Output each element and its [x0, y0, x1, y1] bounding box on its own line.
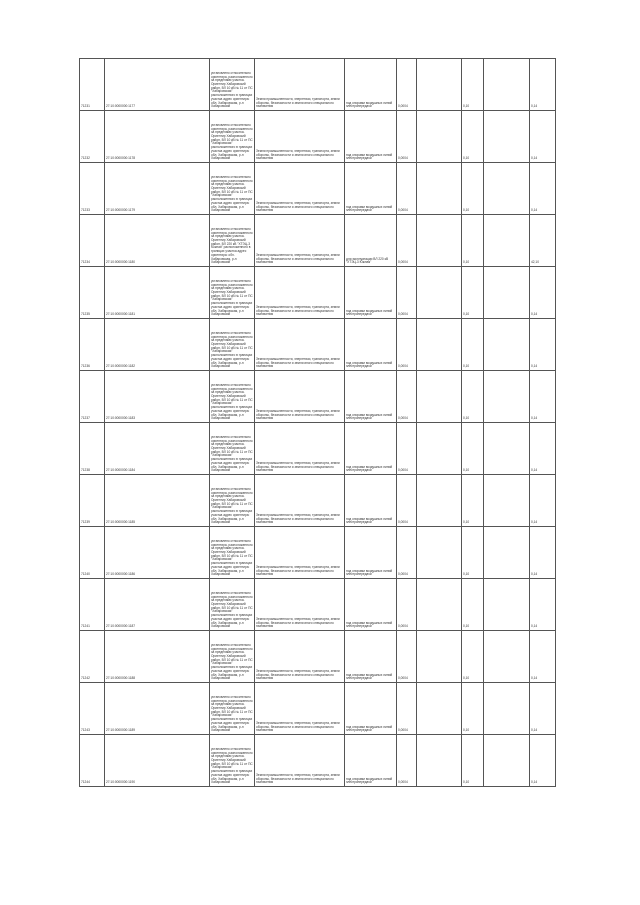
empty-cell — [484, 423, 530, 475]
area-value: 0,0004 — [397, 319, 417, 371]
area-value: 0,0004 — [397, 735, 417, 787]
empty-cell — [484, 267, 530, 319]
land-register-table — [79, 58, 556, 787]
row-id: 71234 — [80, 215, 105, 267]
cadastral-number: 27:10:0000000:1189 — [105, 683, 210, 735]
location-description — [210, 267, 255, 319]
permitted-use: под опорами воздушных линий электропередачи — [345, 735, 397, 787]
land-category: Земли промышленности, энергетики, транспорта, земли обороны, безопасности и земли иного специального назначения — [255, 683, 345, 735]
location-text: установлено относительно ориентира, расположенного за пределами участка. Ориентир Хабаровский район, ВЛ 10 кВ № 11 от ПС "Хабаровская" расположенного в границах участка адрес ориентира: обл. Хабаровская, р-н Хабаровский — [211, 434, 253, 473]
empty-cell — [484, 527, 530, 579]
rate-value: 0,10 — [462, 111, 484, 163]
total-value: 0,14 — [530, 371, 556, 423]
permitted-use: под опорами воздушных линий электропередачи — [345, 111, 397, 163]
empty-cell — [417, 475, 462, 527]
location-text: установлено относительно ориентира, расположенного за пределами участка. Ориентир Хабаровский район, ВЛ 10 кВ № 11 от ПС "Хабаровская" расположенного в границах участка адрес ориентира: обл. Хабаровская, р-н Хабаровский — [211, 642, 253, 681]
permitted-use: для эксплуатации ВЛ 220 кВ "ХТЭЦ-3 Южная" — [345, 215, 397, 267]
area-value: 0,0004 — [397, 59, 417, 111]
rate-value: 0,10 — [462, 683, 484, 735]
permitted-use: под опорами воздушных линий электропередачи — [345, 579, 397, 631]
location-description — [210, 631, 255, 683]
row-id: 71241 — [80, 579, 105, 631]
empty-cell — [484, 683, 530, 735]
location-text: установлено относительно ориентира, расположенного за пределами участка. Ориентир Хабаровский район, ВЛ 10 кВ № 11 от ПС "Хабаровская" расположенного в границах участка адрес ориентира: обл. Хабаровская, р-н Хабаровский — [211, 746, 253, 785]
row-id: 71235 — [80, 267, 105, 319]
location-description — [210, 475, 255, 527]
empty-cell — [417, 319, 462, 371]
rate-value: 0,10 — [462, 735, 484, 787]
row-id: 71231 — [80, 59, 105, 111]
empty-cell — [484, 111, 530, 163]
land-category: Земли промышленности, энергетики, транспорта, земли обороны, безопасности и земли иного специального назначения — [255, 111, 345, 163]
empty-cell — [484, 735, 530, 787]
table-row — [80, 59, 556, 111]
permitted-use: под опорами воздушных линий электропередачи — [345, 371, 397, 423]
table-row — [80, 319, 556, 371]
area-value: 0,0004 — [397, 683, 417, 735]
location-description — [210, 59, 255, 111]
rate-value: 0,10 — [462, 527, 484, 579]
rate-value: 0,10 — [462, 631, 484, 683]
table-row — [80, 527, 556, 579]
location-text: установлено относительно ориентира, расположенного за пределами участка. Ориентир Хабаровский район, ВЛ 10 кВ № 11 от ПС "Хабаровская" расположенного в границах участка адрес ориентира: обл. Хабаровская, р-н Хабаровский — [211, 486, 253, 525]
cadastral-number: 27:10:0000000:1180 — [105, 215, 210, 267]
location-description — [210, 111, 255, 163]
cadastral-number: 27:10:0000000:1186 — [105, 527, 210, 579]
empty-cell — [484, 631, 530, 683]
empty-cell — [417, 631, 462, 683]
cadastral-number: 27:10:0000000:1183 — [105, 371, 210, 423]
land-category: Земли промышленности, энергетики, транспорта, земли обороны, безопасности и земли иного специального назначения — [255, 735, 345, 787]
empty-cell — [484, 163, 530, 215]
total-value: 0,14 — [530, 59, 556, 111]
row-id: 71239 — [80, 475, 105, 527]
empty-cell — [484, 319, 530, 371]
permitted-use: под опорами воздушных линий электропередачи — [345, 267, 397, 319]
table-row — [80, 371, 556, 423]
table-row — [80, 735, 556, 787]
area-value: 0,0004 — [397, 371, 417, 423]
row-id: 71233 — [80, 163, 105, 215]
area-value: 0,0004 — [397, 631, 417, 683]
table-row — [80, 215, 556, 267]
location-description — [210, 163, 255, 215]
row-id: 71242 — [80, 631, 105, 683]
location-description — [210, 423, 255, 475]
permitted-use: под опорами воздушных линий электропередачи — [345, 527, 397, 579]
empty-cell — [417, 683, 462, 735]
rate-value: 0,10 — [462, 371, 484, 423]
empty-cell — [484, 475, 530, 527]
rate-value: 0,10 — [462, 423, 484, 475]
total-value: 0,14 — [530, 631, 556, 683]
cadastral-number: 27:10:0000000:1179 — [105, 163, 210, 215]
cadastral-number: 27:10:0000000:1177 — [105, 59, 210, 111]
rate-value: 0,10 — [462, 59, 484, 111]
empty-cell — [484, 579, 530, 631]
land-category: Земли промышленности, энергетики, транспорта, земли обороны, безопасности и земли иного специального назначения — [255, 527, 345, 579]
location-text: установлено относительно ориентира, расположенного за пределами участка. Ориентир Хабаровский район, ВЛ 220 кВ "ХТЭЦ-3 Южная" расположенного в границах участка адрес ориентира: обл. Хабаровская, р-н Хабаровский — [211, 226, 253, 265]
cadastral-number: 27:10:0000000:1187 — [105, 579, 210, 631]
land-category: Земли промышленности, энергетики, транспорта, земли обороны, безопасности и земли иного специального назначения — [255, 631, 345, 683]
land-category: Земли промышленности, энергетики, транспорта, земли обороны, безопасности и земли иного специального назначения — [255, 163, 345, 215]
cadastral-number: 27:10:0000000:1184 — [105, 423, 210, 475]
row-id: 71240 — [80, 527, 105, 579]
table-row — [80, 111, 556, 163]
empty-cell — [484, 59, 530, 111]
table-row — [80, 267, 556, 319]
total-value: 0,14 — [530, 527, 556, 579]
area-value: 0,0004 — [397, 267, 417, 319]
table-row — [80, 579, 556, 631]
rate-value: 0,10 — [462, 215, 484, 267]
location-description — [210, 579, 255, 631]
empty-cell — [484, 371, 530, 423]
row-id: 71237 — [80, 371, 105, 423]
row-id: 71238 — [80, 423, 105, 475]
row-id: 71232 — [80, 111, 105, 163]
location-text: установлено относительно ориентира, расположенного за пределами участка. Ориентир Хабаровский район, ВЛ 10 кВ № 11 от ПС "Хабаровская" расположенного в границах участка адрес ориентира: обл. Хабаровская, р-н Хабаровский — [211, 174, 253, 213]
total-value: 42,10 — [530, 215, 556, 267]
rate-value: 0,10 — [462, 267, 484, 319]
land-category: Земли промышленности, энергетики, транспорта, земли обороны, безопасности и земли иного специального назначения — [255, 371, 345, 423]
location-text: установлено относительно ориентира, расположенного за пределами участка. Ориентир Хабаровский район, ВЛ 10 кВ № 11 от ПС "Хабаровская" расположенного в границах участка адрес ориентира: обл. Хабаровская, р-н Хабаровский — [211, 694, 253, 733]
permitted-use: под опорами воздушных линий электропередачи — [345, 475, 397, 527]
cadastral-number: 27:10:0000000:1190 — [105, 735, 210, 787]
location-description — [210, 683, 255, 735]
cadastral-number: 27:10:0000000:1181 — [105, 267, 210, 319]
rate-value: 0,10 — [462, 475, 484, 527]
empty-cell — [417, 579, 462, 631]
total-value: 0,14 — [530, 319, 556, 371]
permitted-use: под опорами воздушных линий электропередачи — [345, 319, 397, 371]
empty-cell — [417, 163, 462, 215]
permitted-use: под опорами воздушных линий электропередачи — [345, 683, 397, 735]
rate-value: 0,10 — [462, 319, 484, 371]
table-row — [80, 423, 556, 475]
table-row — [80, 475, 556, 527]
total-value: 0,14 — [530, 423, 556, 475]
land-category: Земли промышленности, энергетики, транспорта, земли обороны, безопасности и земли иного специального назначения — [255, 423, 345, 475]
area-value: 0,0004 — [397, 215, 417, 267]
permitted-use: под опорами воздушных линий электропередачи — [345, 163, 397, 215]
land-category: Земли промышленности, энергетики, транспорта, земли обороны, безопасности и земли иного специального назначения — [255, 475, 345, 527]
total-value: 0,14 — [530, 111, 556, 163]
total-value: 0,14 — [530, 579, 556, 631]
row-id: 71236 — [80, 319, 105, 371]
empty-cell — [417, 267, 462, 319]
total-value: 0,14 — [530, 267, 556, 319]
empty-cell — [484, 215, 530, 267]
area-value: 0,0004 — [397, 423, 417, 475]
location-text: установлено относительно ориентира, расположенного за пределами участка. Ориентир Хабаровский район, ВЛ 10 кВ № 11 от ПС "Хабаровская" расположенного в границах участка адрес ориентира: обл. Хабаровская, р-н Хабаровский — [211, 382, 253, 421]
table-row — [80, 631, 556, 683]
area-value: 0,0004 — [397, 527, 417, 579]
area-value: 0,0004 — [397, 111, 417, 163]
cadastral-number: 27:10:0000000:1188 — [105, 631, 210, 683]
land-category: Земли промышленности, энергетики, транспорта, земли обороны, безопасности и земли иного специального назначения — [255, 215, 345, 267]
empty-cell — [417, 423, 462, 475]
location-text: установлено относительно ориентира, расположенного за пределами участка. Ориентир Хабаровский район, ВЛ 10 кВ № 11 от ПС "Хабаровская" расположенного в границах участка адрес ориентира: обл. Хабаровская, р-н Хабаровский — [211, 538, 253, 577]
area-value: 0,0004 — [397, 163, 417, 215]
location-text: установлено относительно ориентира, расположенного за пределами участка. Ориентир Хабаровский район, ВЛ 10 кВ № 11 от ПС "Хабаровская" расположенного в границах участка адрес ориентира: обл. Хабаровская, р-н Хабаровский — [211, 590, 253, 629]
permitted-use: под опорами воздушных линий электропередачи — [345, 59, 397, 111]
rate-value: 0,10 — [462, 163, 484, 215]
area-value: 0,0004 — [397, 579, 417, 631]
empty-cell — [417, 371, 462, 423]
location-description — [210, 735, 255, 787]
empty-cell — [417, 111, 462, 163]
cadastral-number: 27:10:0000000:1182 — [105, 319, 210, 371]
land-category: Земли промышленности, энергетики, транспорта, земли обороны, безопасности и земли иного специального назначения — [255, 59, 345, 111]
land-category: Земли промышленности, энергетики, транспорта, земли обороны, безопасности и земли иного специального назначения — [255, 319, 345, 371]
location-description — [210, 319, 255, 371]
location-description — [210, 527, 255, 579]
empty-cell — [417, 735, 462, 787]
location-description — [210, 371, 255, 423]
permitted-use: под опорами воздушных линий электропередачи — [345, 423, 397, 475]
empty-cell — [417, 215, 462, 267]
empty-cell — [417, 59, 462, 111]
area-value: 0,0004 — [397, 475, 417, 527]
total-value: 0,14 — [530, 683, 556, 735]
total-value: 0,14 — [530, 163, 556, 215]
location-text: установлено относительно ориентира, расположенного за пределами участка. Ориентир Хабаровский район, ВЛ 10 кВ № 11 от ПС "Хабаровская" расположенного в границах участка адрес ориентира: обл. Хабаровская, р-н Хабаровский — [211, 330, 253, 369]
table-body — [80, 59, 556, 787]
land-category: Земли промышленности, энергетики, транспорта, земли обороны, безопасности и земли иного специального назначения — [255, 267, 345, 319]
location-text: установлено относительно ориентира, расположенного за пределами участка. Ориентир Хабаровский район, ВЛ 10 кВ № 11 от ПС "Хабаровская" расположенного в границах участка адрес ориентира: обл. Хабаровская, р-н Хабаровский — [211, 122, 253, 161]
empty-cell — [417, 527, 462, 579]
rate-value: 0,10 — [462, 579, 484, 631]
table-row — [80, 163, 556, 215]
total-value: 0,14 — [530, 475, 556, 527]
cadastral-number: 27:10:0000000:1178 — [105, 111, 210, 163]
location-description — [210, 215, 255, 267]
land-category: Земли промышленности, энергетики, транспорта, земли обороны, безопасности и земли иного специального назначения — [255, 579, 345, 631]
row-id: 71244 — [80, 735, 105, 787]
location-text: установлено относительно ориентира, расположенного за пределами участка. Ориентир Хабаровский район, ВЛ 10 кВ № 11 от ПС "Хабаровская" расположенного в границах участка адрес ориентира: обл. Хабаровская, р-н Хабаровский — [211, 278, 253, 317]
total-value: 0,14 — [530, 735, 556, 787]
location-text: установлено относительно ориентира, расположенного за пределами участка. Ориентир Хабаровский район, ВЛ 10 кВ № 11 от ПС "Хабаровская" расположенного в границах участка адрес ориентира: обл. Хабаровская, р-н Хабаровский — [211, 70, 253, 109]
row-id: 71243 — [80, 683, 105, 735]
permitted-use: под опорами воздушных линий электропередачи — [345, 631, 397, 683]
cadastral-number: 27:10:0000000:1185 — [105, 475, 210, 527]
table-row — [80, 683, 556, 735]
